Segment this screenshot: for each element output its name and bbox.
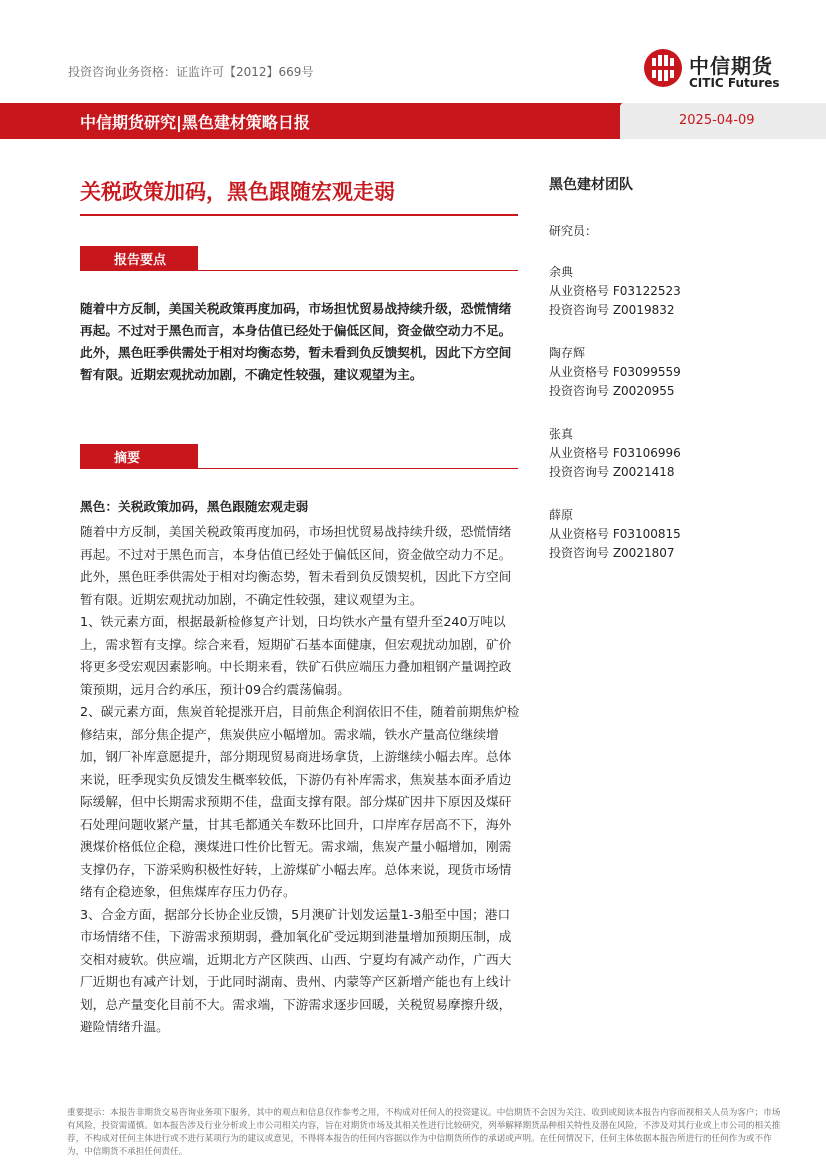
citic-logo-icon [643, 48, 683, 88]
keypoints-text: 随着中方反制，美国关税政策再度加码，市场担忧贸易战持续升级，恐慌情绪再起。不过对于黑色而言，本身估值已经处于偏低区间，资金做空动力不足。此外，黑色旺季供需处于相对均衡态势，暂未看到负反馈契机，因此下方空间暂有限。近期宏观扰动加剧，不确定性较强，建议观望为主。 [80, 301, 512, 382]
analyst-name: 陶存辉 [549, 346, 586, 360]
keypoints-divider [80, 270, 518, 271]
analyst-card [549, 425, 809, 482]
analyst-qualification: 从业资格号 F03122523 [549, 284, 681, 298]
paragraph-alloy: 3、合金方面，据部分长协企业反馈，5月澳矿计划发运量1-3船至中国；港口市场情绪不佳，下游需求预期弱，叠加氧化矿受远期到港量增加预期压制，成交相对疲软。供应端，近期北方产区陕西、山西、宁夏均有减产动作，广西大厂近期也有减产计划，于此同时湖南、贵州、内蒙等产区新增产能也有上线计划，总产量变化目前不大。需求端，下游需求逐步回暖，关税贸易摩擦升级，避险情绪升温。 [80, 906, 512, 1034]
analyst-card [549, 263, 809, 320]
title-divider [80, 214, 518, 216]
summary-body [80, 521, 520, 1039]
team-name: 黑色建材团队 [549, 177, 633, 193]
analyst-consult-number: 投资咨询号 Z0021418 [549, 465, 675, 479]
analyst-consult-number: 投资咨询号 Z0019832 [549, 303, 675, 317]
researchers-label: 研究员： [549, 224, 598, 238]
license-text: 投资咨询业务资格：证监许可【2012】669号 [68, 65, 314, 79]
analyst-name: 薛原 [549, 508, 574, 522]
analyst-qualification: 从业资格号 F03100815 [549, 527, 681, 541]
section-heading: 黑色：关税政策加码，黑色跟随宏观走弱 [80, 499, 309, 514]
analyst-card [549, 344, 809, 401]
analyst-card [549, 506, 809, 563]
banner-title: 中信期货研究|黑色建材策略日报 [80, 113, 310, 132]
report-date: 2025-04-09 [679, 113, 755, 128]
disclaimer-footer: 重要提示：本报告非期货交易咨询业务项下服务，其中的观点和信息仅作参考之用，不构成对任何人的投资建议。中信期货不会因为关注、收到或阅读本报告内容而视相关人员为客户；市场有风险，投资需谨慎。如本报告涉及行业分析或上市公司相关内容，旨在对期货市场及其相关性进行比较研究，列举解释期货品种相关特性及潜在风险，不涉及对其行业或上市公司的相关推荐，不构成对任何主体进行或不进行某项行为的建议或意见，不得将本报告的任何内容据以作为中信期货所作的承诺或声明。在任何情况下，任何主体依据本报告所进行的任何作为或不作为，中信期货不承担任何责任。 [67, 1108, 781, 1157]
summary-divider [80, 468, 518, 469]
keypoints-tag: 报告要点 [80, 246, 198, 270]
analyst-consult-number: 投资咨询号 Z0020955 [549, 384, 675, 398]
analyst-qualification: 从业资格号 F03099559 [549, 365, 681, 379]
logo-chinese-name: 中信期货 [689, 54, 773, 78]
analyst-name: 张真 [549, 427, 574, 441]
report-title: 关税政策加码，黑色跟随宏观走弱 [80, 180, 395, 204]
logo-english-name: CITIC Futures [689, 76, 780, 90]
company-logo [643, 48, 803, 94]
paragraph-carbon: 2、碳元素方面，焦炭首轮提涨开启，目前焦企利润依旧不佳，随着前期焦炉检修结束，部分焦企提产，焦炭供应小幅增加。需求端，铁水产量高位继续增加，钢厂补库意愿提升，部分期现贸易商进场拿货，上游继续小幅去库。总体来说，旺季现实负反馈发生概率较低，下游仍有补库需求，焦炭基本面矛盾边际缓解，但中长期需求预期不佳，盘面支撑有限。部分煤矿因井下原因及煤矸石处理问题收紧产量，甘其毛都通关车数环比回升，口岸库存居高不下，海外澳煤价格低位企稳，澳煤进口性价比暂无。需求端，焦炭产量小幅增加，刚需支撑仍存，下游采购积极性好转，上游煤矿小幅去库。总体来说，现货市场情绪有企稳迹象，但焦煤库存压力仍存。 [80, 704, 520, 899]
paragraph-iron: 1、铁元素方面，根据最新检修复产计划，日均铁水产量有望升至240万吨以上，需求暂有支撑。综合来看，短期矿石基本面健康，但宏观扰动加剧，矿价将更多受宏观因素影响。中长期来看，铁矿石供应端压力叠加粗钢产量调控政策预期，远月合约承压，预计09合约震荡偏弱。 [80, 614, 512, 697]
header-banner [0, 103, 826, 139]
analyst-name: 余典 [549, 265, 574, 279]
analyst-consult-number: 投资咨询号 Z0021807 [549, 546, 675, 560]
analyst-qualification: 从业资格号 F03106996 [549, 446, 681, 460]
analyst-sidebar [549, 174, 809, 563]
paragraph-overview: 随着中方反制，美国关税政策再度加码，市场担忧贸易战持续升级，恐慌情绪再起。不过对于黑色而言，本身估值已经处于偏低区间，资金做空动力不足。此外，黑色旺季供需处于相对均衡态势，暂未看到负反馈契机，因此下方空间暂有限。近期宏观扰动加剧，不确定性较强，建议观望为主。 [80, 524, 512, 607]
summary-tag: 摘要 [80, 444, 198, 468]
